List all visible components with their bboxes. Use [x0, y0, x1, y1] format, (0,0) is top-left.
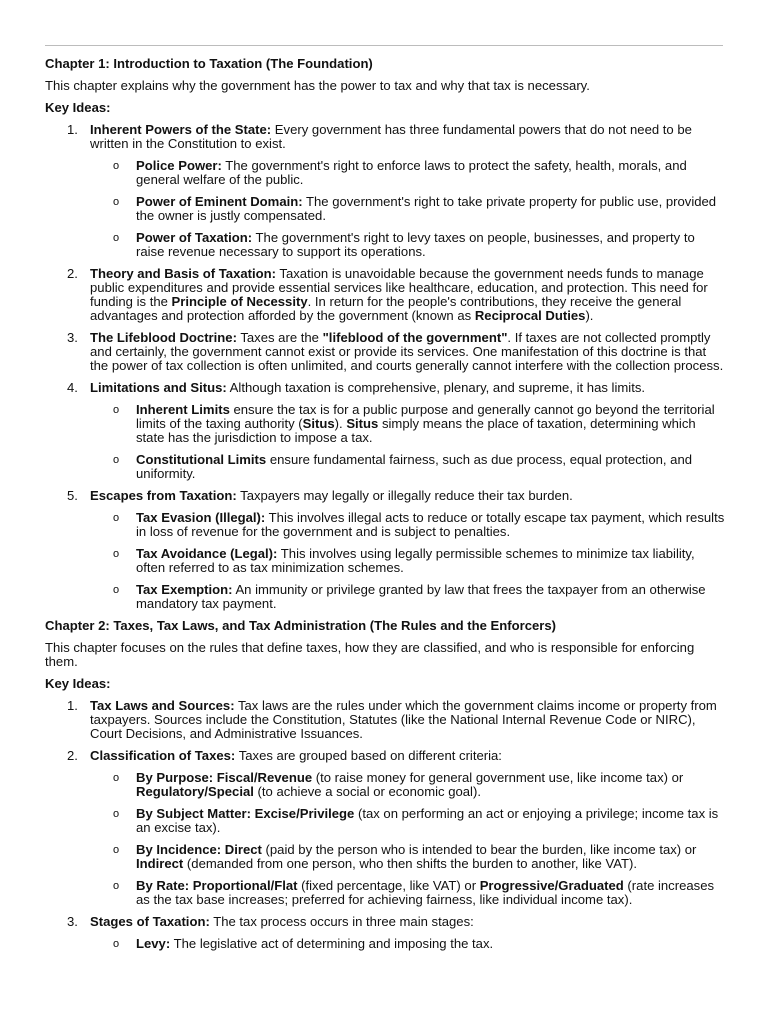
- sub-item: o Tax Evasion (Illegal): This involves illegal acts to reduce or totally escape tax payment, which results in loss of revenue for the government and is subject to penalties.: [113, 510, 725, 539]
- sub-item: o Constitutional Limits ensure fundamental fairness, such as due process, equal protection, and uniformity.: [113, 452, 693, 481]
- chapter-2-title: Chapter 2: Taxes, Tax Laws, and Tax Administration (The Rules and the Enforcers): [45, 618, 557, 633]
- bullet-icon: o: [113, 512, 120, 524]
- bullet-icon: o: [113, 808, 120, 820]
- list-item: 1. Inherent Powers of the State: Every government has three fundamental powers that do not need to be written in the Constitution to exist. o Police Power: The government's right to enforce laws to protect the safety, health, morals, and general welfare of the public. o Power of Eminent Domain: The government's right to take private property for public use, provided the owner is justly compensated. o Power of Taxation: The government's right to levy taxes on people, businesses, and property to raise revenue necessary to support its operations.: [45, 123, 725, 259]
- sub-item: o By Purpose: Fiscal/Revenue (to raise money for general government use, like income tax) or Regulatory/Special (to achieve a social or economic goal).: [113, 770, 684, 799]
- bullet-icon: o: [113, 196, 120, 208]
- list-item: 5. Escapes from Taxation: Taxpayers may legally or illegally reduce their tax burden. o Tax Evasion (Illegal): This involves illegal acts to reduce or totally escape tax payment, which results in loss of revenue for the government and is subject to penalties. o Tax Avoidance (Legal): This involves using legally permissible schemes to minimize tax liability, often referred to as tax minimization schemes. o Tax Exemption: An immunity or privilege granted by law that frees the taxpayer from an otherwise mandatory tax payment.: [67, 488, 725, 611]
- sub-item: o Levy: The legislative act of determining and imposing the tax.: [113, 936, 494, 951]
- bullet-icon: o: [113, 548, 120, 560]
- sub-item: o Tax Exemption: An immunity or privilege granted by law that frees the taxpayer from an otherwise mandatory tax payment.: [113, 582, 706, 611]
- list-item: 3. Stages of Taxation: The tax process occurs in three main stages: o Levy: The legislative act of determining and imposing the tax.: [45, 915, 725, 951]
- bullet-icon: o: [113, 160, 120, 172]
- chapter-1-title: Chapter 1: Introduction to Taxation (The Foundation): [45, 56, 373, 71]
- bullet-icon: o: [113, 232, 120, 244]
- sub-item: o Police Power: The government's right to enforce laws to protect the safety, health, morals, and general welfare of the public.: [113, 158, 687, 187]
- list-item: 2. Theory and Basis of Taxation: Taxation is unavoidable because the government needs funds to manage public expenditures and provide essential services like healthcare, education, and protection. This need for funding is the Principle of Necessity. In return for the people's contributions, they receive the general advantages and protection afforded by the government (known as Reciprocal Duties).: [67, 266, 708, 323]
- bullet-icon: o: [113, 454, 120, 466]
- bullet-icon: o: [113, 938, 120, 950]
- bullet-icon: o: [113, 880, 120, 892]
- chapter-2-key-ideas: Key Ideas:: [45, 676, 111, 691]
- chapter-1-list: [45, 123, 725, 611]
- bullet-icon: o: [113, 772, 120, 784]
- chapter-2-list: [45, 699, 725, 951]
- top-divider: [45, 45, 723, 46]
- list-item: 1. Tax Laws and Sources: Tax laws are the rules under which the government claims income or property from taxpayers. Sources include the Constitution, Statutes (like the National Internal Revenue Code or NIRC), Court Decisions, and Administrative Issuances.: [67, 698, 717, 741]
- bullet-icon: o: [113, 844, 120, 856]
- sub-item: o Power of Taxation: The government's right to levy taxes on people, businesses, and property to raise revenue necessary to support its operations.: [113, 230, 695, 259]
- list-item: 4. Limitations and Situs: Although taxation is comprehensive, plenary, and supreme, it has limits. o Inherent Limits ensure the tax is for a public purpose and generally cannot go beyond the territorial limits of the taxing authority (Situs). Situs simply means the place of taxation, determining which state has the jurisdiction to impose a tax. o Constitutional Limits ensure fundamental fairness, such as due process, equal protection, and uniformity.: [45, 381, 725, 481]
- sub-item: o Tax Avoidance (Legal): This involves using legally permissible schemes to minimize tax liability, often referred to as tax minimization schemes.: [113, 546, 695, 575]
- sub-item: o By Incidence: Direct (paid by the person who is intended to bear the burden, like income tax) or Indirect (demanded from one person, who then shifts the burden to another, like VAT).: [113, 842, 697, 871]
- chapter-1-intro: This chapter explains why the government has the power to tax and why that tax is necessary.: [45, 78, 590, 93]
- list-item: 2. Classification of Taxes: Taxes are grouped based on different criteria: o By Purpose: Fiscal/Revenue (to raise money for general government use, like income tax) or Regulatory/Special (to achieve a social or economic goal). o By Subject Matter: Excise/Privilege (tax on performing an act or enjoying a privilege; income tax is an excise tax). o By Incidence: Direct (paid by the person who is intended to bear the burden, like income tax) or Indirect (demanded from one person, who then shifts the burden to another, like VAT). o By Rate: Proportional/Flat (fixed percentage, like VAT) or Progressive/Graduated (rate increases as the tax base increases; preferred for achieving fairness, like individual income tax).: [45, 749, 725, 907]
- document-content: [45, 57, 725, 959]
- sub-item: o By Subject Matter: Excise/Privilege (tax on performing an act or enjoying a privilege; income tax is an excise tax).: [113, 806, 719, 835]
- sub-item: o Inherent Limits ensure the tax is for a public purpose and generally cannot go beyond the territorial limits of the taxing authority (Situs). Situs simply means the place of taxation, determining which state has the jurisdiction to impose a tax.: [113, 402, 715, 445]
- list-item: 3. The Lifeblood Doctrine: Taxes are the "lifeblood of the government". If taxes are not collected promptly and certainly, the government cannot exist or provide its services. One manifestation of this doctrine is that the power of tax collection is often unlimited, and courts generally cannot interfere with the collection process.: [67, 330, 724, 373]
- chapter-1-key-ideas: Key Ideas:: [45, 100, 111, 115]
- chapter-2-intro: This chapter focuses on the rules that define taxes, how they are classified, and who is responsible for enforcing them.: [45, 640, 695, 669]
- bullet-icon: o: [113, 404, 120, 416]
- sub-item: o By Rate: Proportional/Flat (fixed percentage, like VAT) or Progressive/Graduated (rate increases as the tax base increases; preferred for achieving fairness, like individual income tax).: [113, 878, 715, 907]
- bullet-icon: o: [113, 584, 120, 596]
- sub-item: o Power of Eminent Domain: The government's right to take private property for public use, provided the owner is justly compensated.: [113, 194, 717, 223]
